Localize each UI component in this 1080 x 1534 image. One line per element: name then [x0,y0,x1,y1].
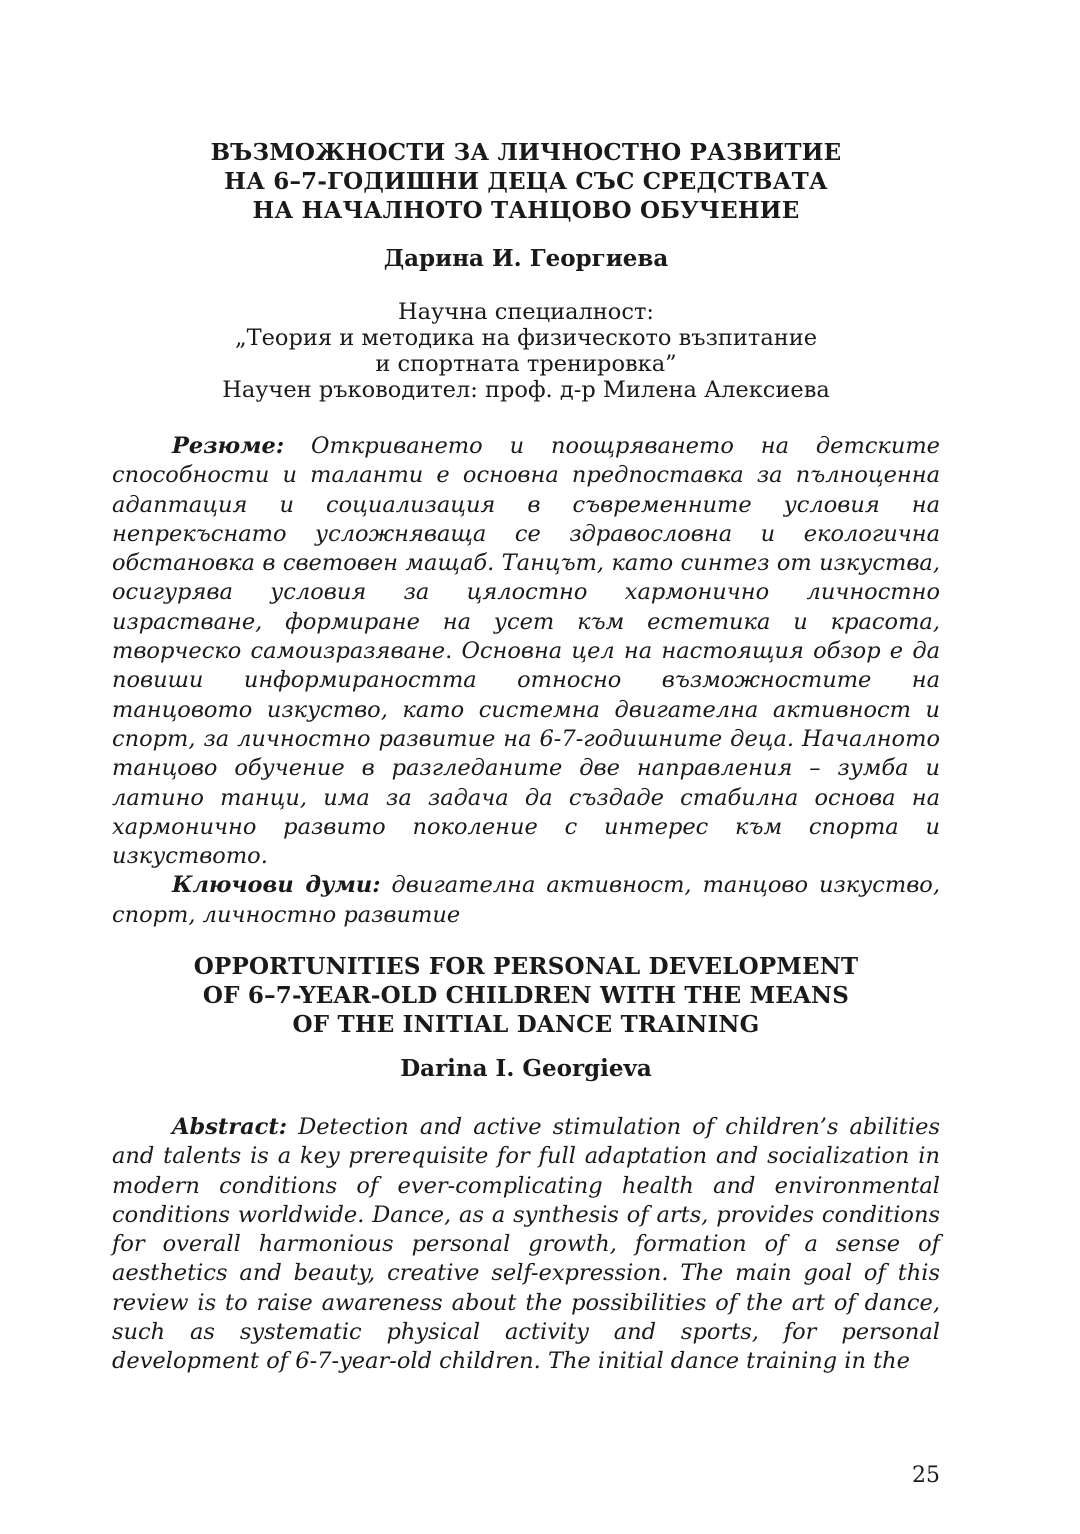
bg-abstract-label: Резюме: [172,433,285,459]
en-title [112,952,940,1039]
page-number: 25 [912,1463,940,1488]
en-abstract [112,1113,940,1377]
bg-abstract [112,432,940,930]
en-author: Darina I. Georgieva [400,1055,652,1082]
bg-title-line: ВЪЗМОЖНОСТИ ЗА ЛИЧНОСТНО РАЗВИТИЕ [210,139,842,166]
en-title-line: OF 6–7-YEAR-OLD CHILDREN WITH THE MEANS [202,982,850,1009]
en-title-line: OF THE INITIAL DANCE TRAINING [292,1011,760,1038]
en-abstract-text: Detection and active stimulation of children’s abilities and talents is a key prerequisite for full adaptation and socialization in modern conditions of ever-complicating health and environmental conditions worldwide. Dance, as a synthesis of arts, provides conditions for overall harmonious personal growth, formation of a sense of aesthetics and beauty, creative self-expression. The main goal of this review is to raise awareness about the possibilities of the art of dance, such as systematic physical activity and sports, for personal development of 6-7-year-old children. The initial dance training in the [112,1114,940,1375]
bg-keywords-text: двигателна активност, танцово изкуство, спорт, личностно развитие [112,872,941,928]
en-title-line: OPPORTUNITIES FOR PERSONAL DEVELOPMENT [193,953,859,980]
specialty-line: и спортната тренировка” [375,351,677,377]
en-abstract-paragraph [112,1113,940,1377]
specialty-line: Научна специалност: [398,299,654,325]
bg-keywords-label: Ключови думи: [172,872,381,899]
supervisor-line: Научен ръководител: проф. д-р Милена Алексиева [222,377,830,403]
bg-title-line: НА 6–7-ГОДИШНИ ДЕЦА СЪС СРЕДСТВАТА [224,168,828,195]
en-abstract-label: Abstract: [172,1114,288,1140]
bg-title [112,138,940,225]
specialty-line: „Теория и методика на физическото възпитание [234,325,818,351]
bg-abstract-text: Откриването и поощряването на детските способности и таланти е основна предпоставка за пълноценна адаптация и социализация в съвременните условия на непрекъснато усложняваща се здравословна и екологична обстановка в световен мащаб. Танцът, като синтез от изкуства, осигурява условия за цялостно хармонично личностно израстване, формиране на усет към естетика и красота, творческо самоизразяване. Основна цел на настоящия обзор е да повиши информираността относно възможностите на танцовото изкуство, като системна двигателна активност и спорт, за личностно развитие на 6-7-годишните деца. Началното танцово обучение в разгледаните две направления – зумба и латино танци, има за задача да създаде стабилна основа на хармонично развито поколение с интерес към спорта и изкуството. [112,433,940,870]
bg-abstract-paragraph [112,432,940,871]
bg-title-line: НА НАЧАЛНОТО ТАНЦОВО ОБУЧЕНИЕ [252,197,800,224]
specialty-block [112,299,940,403]
bg-author: Дарина И. Георгиева [383,245,669,272]
bg-keywords-paragraph [112,871,940,930]
